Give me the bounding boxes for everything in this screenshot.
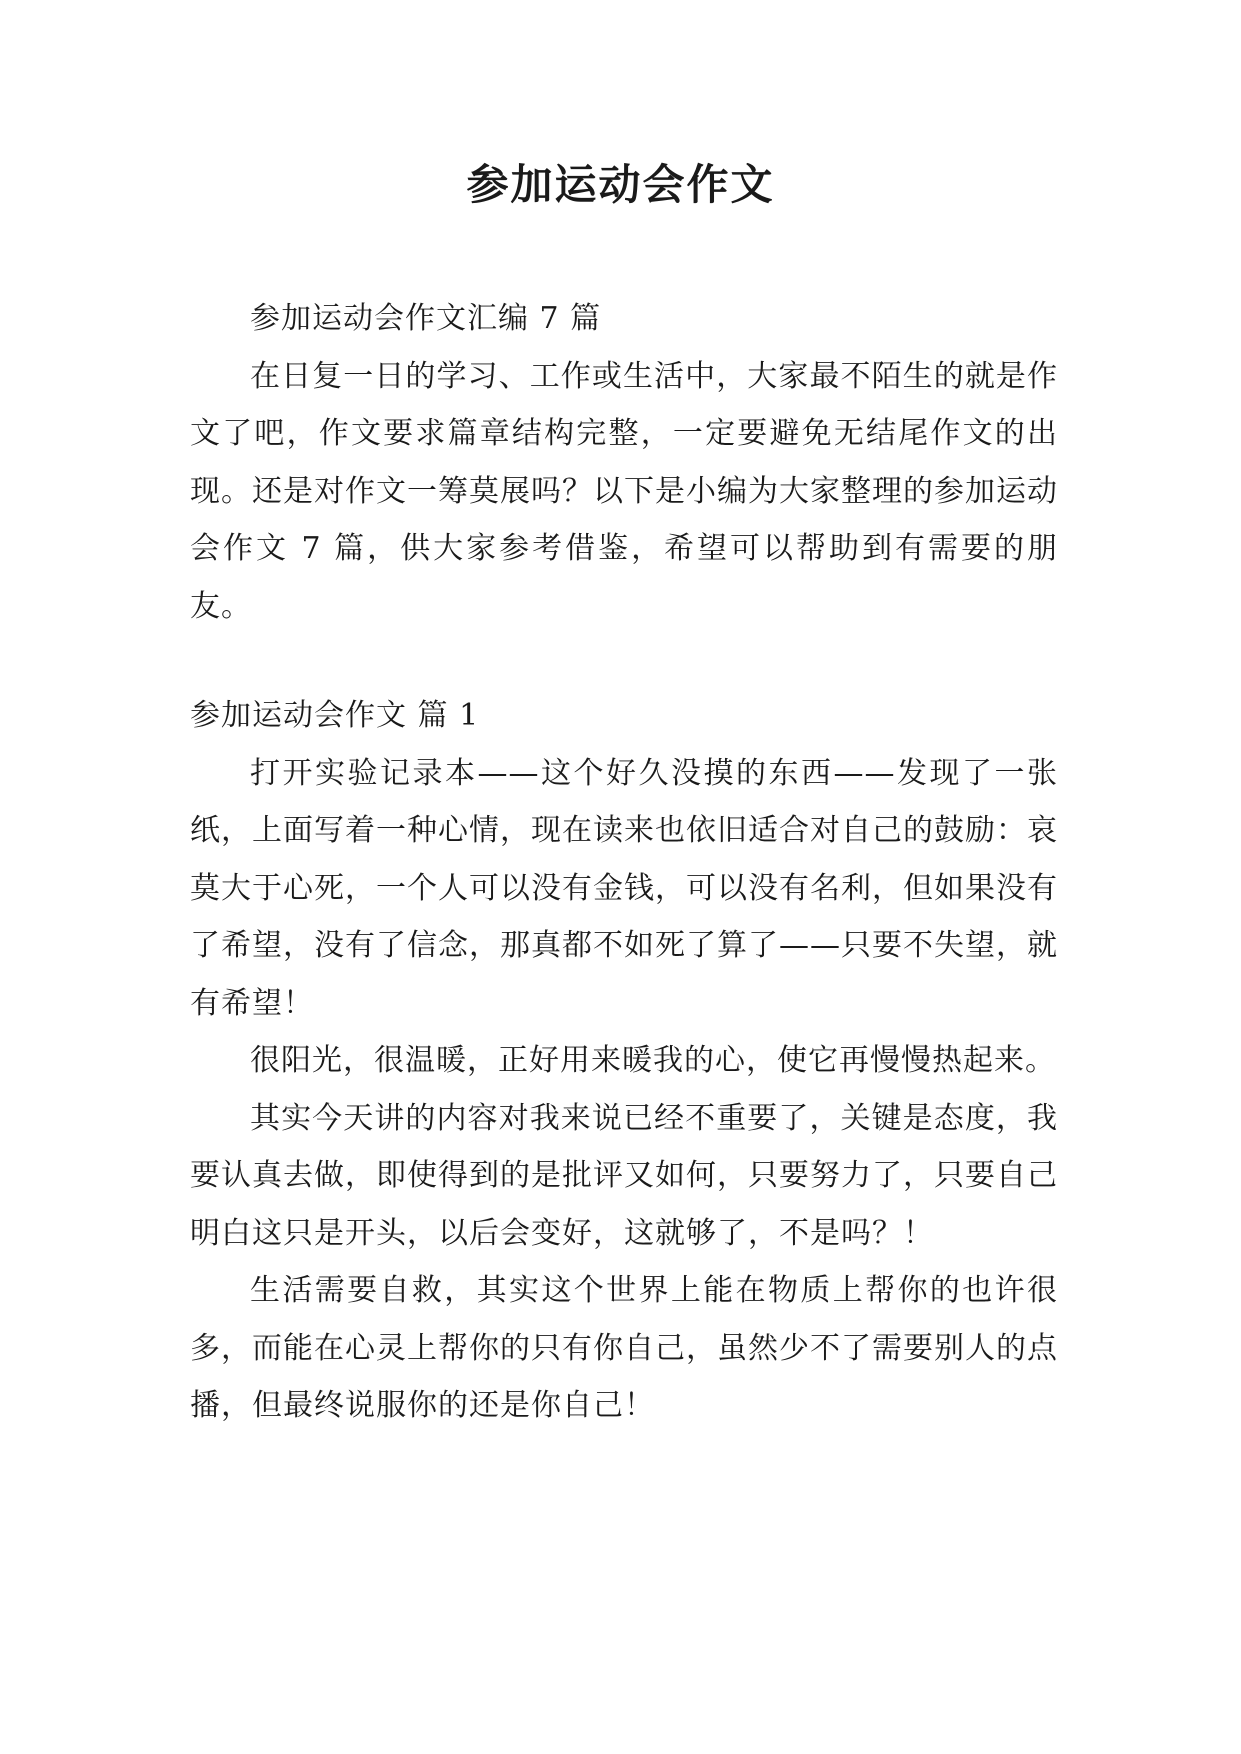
body-paragraph: 生活需要自救，其实这个世界上能在物质上帮你的也许很多，而能在心灵上帮你的只有你自己，虽然少不了需要别人的点播，但最终说服你的还是你自己！ — [190, 1273, 1058, 1423]
body-paragraph: 其实今天讲的内容对我来说已经不重要了，关键是态度，我要认真去做，即使得到的是批评又如何，只要努力了，只要自己明白这只是开头，以后会变好，这就够了，不是吗？！ — [190, 1100, 1058, 1251]
section-gap — [190, 635, 1058, 687]
intro-paragraph: 在日复一日的学习、工作或生活中，大家最不陌生的就是作文了吧，作文要求篇章结构完整，一定要避免无结尾作文的出现。还是对作文一筹莫展吗？以下是小编为大家整理的参加运动会作文 7 篇，供大家参考借鉴，希望可以帮助到有需要的朋友。 — [190, 358, 1058, 624]
document-body — [190, 290, 1058, 1435]
body-paragraph: 打开实验记录本——这个好久没摸的东西——发现了一张纸，上面写着一种心情，现在读来也依旧适合对自己的鼓励：哀莫大于心死，一个人可以没有金钱，可以没有名利，但如果没有了希望，没有了信念，那真都不如死了算了——只要不失望，就有希望！ — [190, 755, 1058, 1021]
body-paragraph: 很阳光，很温暖，正好用来暖我的心，使它再慢慢热起来。 — [250, 1043, 1056, 1078]
section-heading: 参加运动会作文 篇 1 — [190, 698, 480, 733]
document-subtitle: 参加运动会作文汇编 7 篇 — [250, 301, 602, 336]
document-title: 参加运动会作文 — [466, 160, 775, 209]
